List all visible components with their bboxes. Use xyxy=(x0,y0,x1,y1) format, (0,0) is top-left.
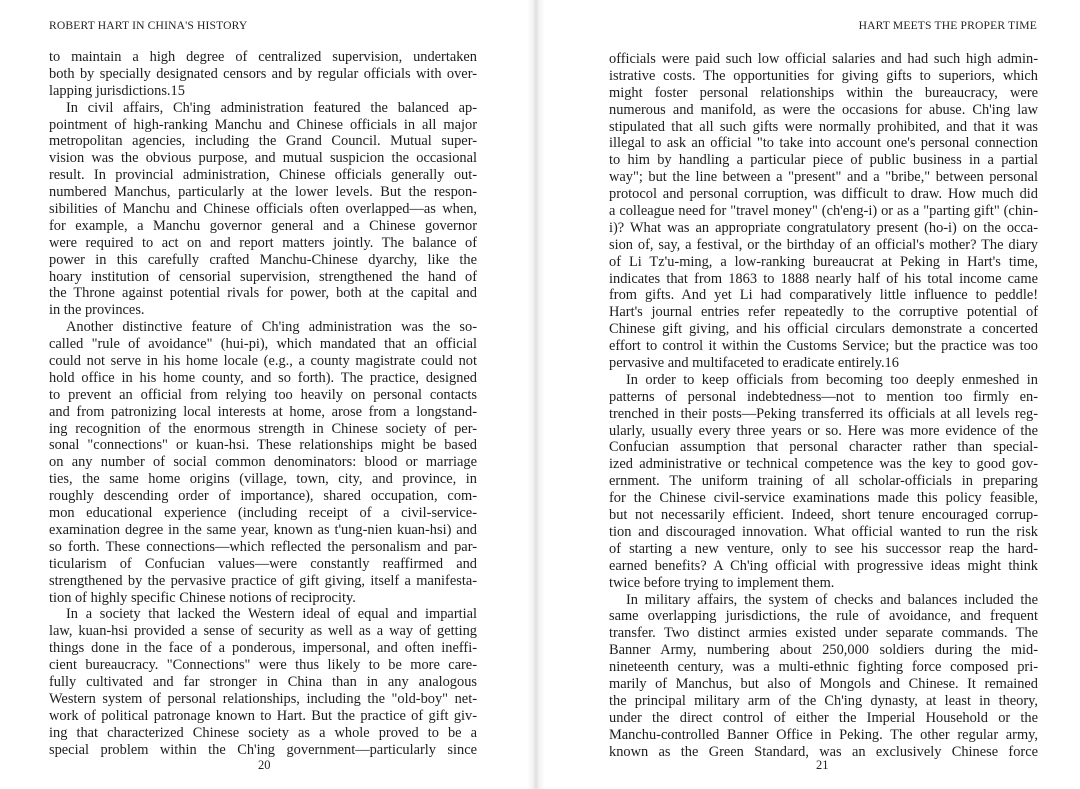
text-line: marily of Manchus, but also of Mongols and Chinese. It remained xyxy=(609,675,1038,692)
text-line: illegal to ask an official "to take into account one's personal connection xyxy=(609,135,1038,152)
text-line: Manchu-controlled Banner Office in Peking. The other regular army, xyxy=(609,726,1038,743)
text-line: mon educational experience (including receipt of a civil-service- xyxy=(49,505,477,522)
text-line: ernment. The uniform training of all scholar-officials in preparing xyxy=(609,473,1038,490)
text-line: pointment of high-ranking Manchu and Chinese officials in all major xyxy=(49,116,477,133)
text-line: twice before trying to implement them. xyxy=(609,574,835,591)
text-line: strengthened by the pervasive practice of gift giving, itself a manifesta- xyxy=(49,572,477,589)
text-line: same overlapping jurisdictions, the rule of avoidance, and frequent xyxy=(609,608,1038,625)
text-line: In a society that lacked the Western ideal of equal and impartial xyxy=(66,606,477,623)
text-line: hold office in his home county, and so forth). The practice, designed xyxy=(49,369,477,386)
text-line: sion of, say, a festival, or the birthday of an official's mother? The diary xyxy=(609,236,1038,253)
text-line: for the Chinese civil-service examinations made this policy feasible, xyxy=(609,490,1038,507)
text-line: lapping jurisdictions.15 xyxy=(49,82,185,99)
text-line: Confucian assumption that personal character rather than special- xyxy=(609,439,1038,456)
text-line: transfer. Two distinct armies existed under separate commands. The xyxy=(609,625,1038,642)
text-line: In order to keep officials from becoming too deeply enmeshed in xyxy=(626,371,1038,388)
text-line: metropolitan agencies, including the Grand Council. Mutual super- xyxy=(49,133,477,150)
left-page xyxy=(0,0,527,789)
text-line: things done in the face of a ponderous, impersonal, and often ineffi- xyxy=(49,640,477,657)
text-line: In civil affairs, Ch'ing administration featured the balanced ap- xyxy=(66,99,477,116)
text-line: cient bureaucracy. "Connections" were thus likely to be more care- xyxy=(49,657,477,674)
text-line: sibilities of Manchu and Chinese officials often overlapped—as when, xyxy=(49,201,477,218)
text-line: Hart's journal entries refer repeatedly to the corruptive potential of xyxy=(609,304,1038,321)
text-line: result. In provincial administration, Chinese officials generally out- xyxy=(49,167,477,184)
text-line: hoary institution of censorial supervision, strengthened the hand of xyxy=(49,268,477,285)
left-running-head: ROBERT HART IN CHINA'S HISTORY xyxy=(49,19,248,32)
text-line: called "rule of avoidance" (hui-pi), which mandated that an official xyxy=(49,336,477,353)
text-line: but not necessarily efficient. Indeed, short tenure encouraged corrup- xyxy=(609,507,1038,524)
text-line: protocol and personal corruption, was difficult to draw. How much did xyxy=(609,186,1038,203)
text-line: examination degree in the same year, known as t'ung-nien kuan-hsi) and xyxy=(49,521,477,538)
text-line: fully cultivated and far stronger in China than in any analogous xyxy=(49,673,477,690)
text-line: so forth. These connections—which reflected the personalism and par- xyxy=(49,538,477,555)
right-running-head: HART MEETS THE PROPER TIME xyxy=(858,19,1037,32)
left-page-number: 20 xyxy=(258,758,271,772)
text-line: from gifts. And yet Li had comparatively little influence to peddle! xyxy=(609,287,1038,304)
text-line: tion of highly specific Chinese notions of reciprocity. xyxy=(49,589,356,606)
text-line: In military affairs, the system of checks and balances included the xyxy=(626,591,1038,608)
text-line: Another distinctive feature of Ch'ing administration was the so- xyxy=(66,319,477,336)
text-line: way"; but the line between a "present" and a "bribe," between personal xyxy=(609,169,1038,186)
text-line: effort to control it within the Customs Service; but the practice was too xyxy=(609,338,1038,355)
text-line: officials were paid such low official salaries and had such high admin- xyxy=(609,51,1038,67)
text-line: in the provinces. xyxy=(49,302,145,319)
text-line: numerous and manifold, as were the occasions for abuse. Ch'ing law xyxy=(609,101,1038,118)
text-line: vision was the obvious purpose, and mutual suspicion the occasional xyxy=(49,150,477,167)
text-line: Chinese gift giving, and his official circulars demonstrate a concerted xyxy=(609,321,1038,338)
text-line: ties, the same home origins (village, town, city, and province, in xyxy=(49,471,477,488)
text-line: on any number of social common denominators: blood or marriage xyxy=(49,454,477,471)
text-line: under the direct control of either the Imperial Household or the xyxy=(609,709,1038,726)
text-line: for example, a Manchu governor general and a Chinese governor xyxy=(49,217,477,234)
text-line: ularly, usually every three years or so. Here was more evidence of the xyxy=(609,422,1038,439)
right-body-text xyxy=(609,51,1038,760)
text-line: Banner Army, numbering about 250,000 soldiers during the mid- xyxy=(609,642,1038,659)
text-line: indicates that from 1863 to 1888 nearly half of his total income came xyxy=(609,270,1038,287)
text-line: ing recognition of the enormous strength in Chinese society of per- xyxy=(49,420,477,437)
text-line: special problem within the Ch'ing government—particularly since xyxy=(49,741,477,758)
book-gutter xyxy=(527,0,545,789)
text-line: power in this carefully crafted Manchu-Chinese dyarchy, like the xyxy=(49,251,477,268)
text-line: stipulated that all such gifts were normally prohibited, and that it was xyxy=(609,118,1038,135)
text-line: of Li Tz'u-ming, a low-ranking bureaucrat at Peking in Hart's time, xyxy=(609,253,1038,270)
text-line: sonal "connections" or kuan-hsi. These relationships might be based xyxy=(49,437,477,454)
text-line: might foster personal relationships within the bureaucracy, were xyxy=(609,84,1038,101)
text-line: pervasive and multifaceted to eradicate entirely.16 xyxy=(609,355,899,372)
right-page-number: 21 xyxy=(816,758,829,772)
text-line: tion and discouraged innovation. What official wanted to run the risk xyxy=(609,523,1038,540)
text-line: i)? What was an appropriate congratulatory present (ho-i) on the occa- xyxy=(609,219,1038,236)
text-line: known as the Green Standard, was an exclusively Chinese force xyxy=(609,743,1038,760)
text-line: to him by handling a particular piece of public business in a partial xyxy=(609,152,1038,169)
text-line: a colleague need for "travel money" (ch'eng-i) or as a "parting gift" (chin- xyxy=(609,203,1038,220)
text-line: roughly descending order of importance), shared occupation, com- xyxy=(49,488,477,505)
left-body-text xyxy=(49,49,477,758)
text-line: to maintain a high degree of centralized supervision, undertaken xyxy=(49,49,477,65)
text-line: and from patronizing local interests at home, arose from a longstand- xyxy=(49,403,477,420)
text-line: earned benefits? A Ch'ing official with progressive ideas might think xyxy=(609,557,1038,574)
text-line: ized administrative or technical competence was the key to good gov- xyxy=(609,456,1038,473)
text-line: ticularism of Confucian values—were constantly reaffirmed and xyxy=(49,555,477,572)
text-line: could not serve in his home locale (e.g., a county magistrate could not xyxy=(49,353,477,370)
text-line: numbered Manchus, particularly at the lower levels. But the respon- xyxy=(49,184,477,201)
text-line: law, kuan-hsi provided a sense of security as well as a way of getting xyxy=(49,623,477,640)
text-line: nineteenth century, was a multi-ethnic fighting force composed pri- xyxy=(609,659,1038,676)
text-line: both by specially designated censors and by regular officials with over- xyxy=(49,65,477,82)
text-line: Western system of personal relationships, including the "old-boy" net- xyxy=(49,690,477,707)
text-line: the principal military arm of the Ch'ing dynasty, at least in theory, xyxy=(609,692,1038,709)
text-line: of starting a new venture, only to see his successor reap the hard- xyxy=(609,540,1038,557)
text-line: work of political patronage known to Hart. But the practice of gift giv- xyxy=(49,707,477,724)
text-line: to prevent an official from relying too heavily on personal contacts xyxy=(49,386,477,403)
text-line: the Throne against potential rivals for power, both at the capital and xyxy=(49,285,477,302)
text-line: patterns of personal indebtedness—not to mention too firmly en- xyxy=(609,388,1038,405)
text-line: istrative costs. The opportunities for giving gifts to superiors, which xyxy=(609,67,1038,84)
right-page xyxy=(545,0,1080,789)
text-line: trenched in their posts—Peking transferred its officials at all levels reg- xyxy=(609,405,1038,422)
text-line: ing that characterized Chinese society as a whole proved to be a xyxy=(49,724,477,741)
text-line: were required to act on and report matters jointly. The balance of xyxy=(49,234,477,251)
